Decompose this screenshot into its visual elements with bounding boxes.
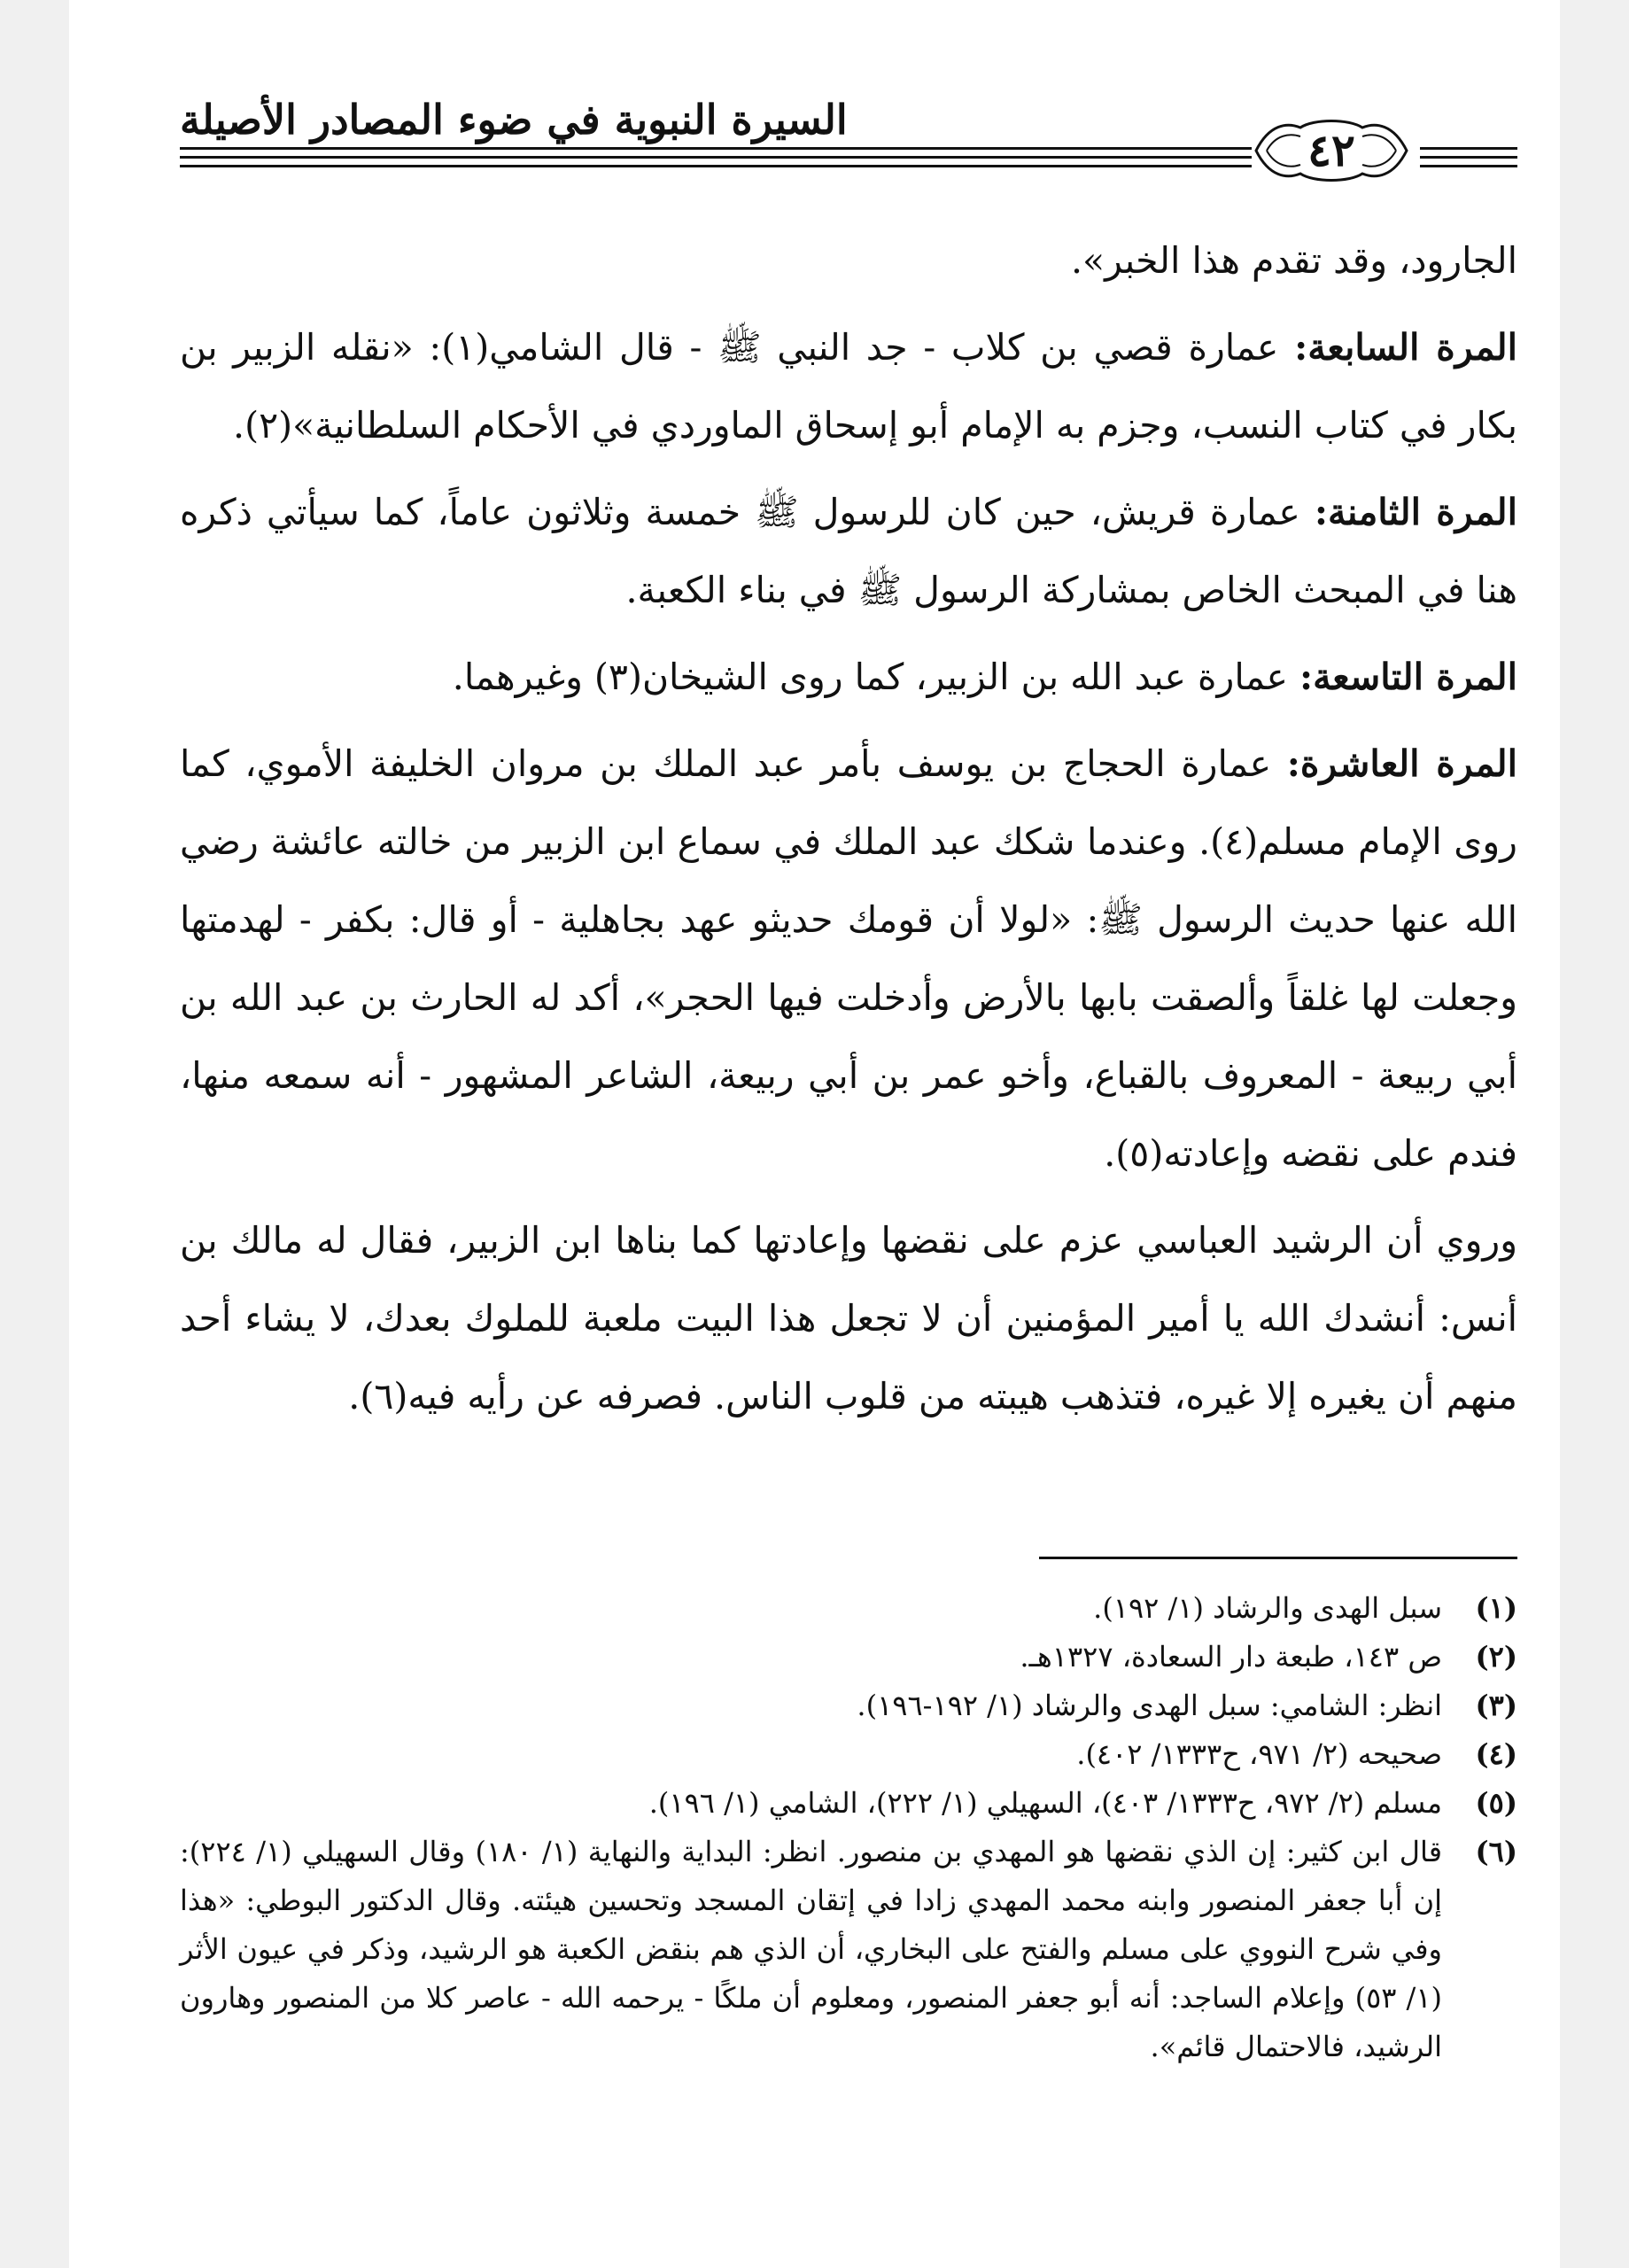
footnote-text: ص ١٤٣، طبعة دار السعادة، ١٣٢٧هـ. xyxy=(1020,1640,1442,1674)
book-page xyxy=(69,0,1560,2268)
paragraph-tenth xyxy=(180,725,1517,1192)
header-rule-right-top xyxy=(1420,147,1517,150)
footnote-text: سبل الهدى والرشاد (١/ ١٩٢). xyxy=(1093,1591,1442,1625)
paragraph-rashid xyxy=(180,1201,1517,1435)
footnote-item xyxy=(180,1779,1517,1828)
footnotes xyxy=(180,1584,1517,2071)
paragraph-text: عمارة الحجاج بن يوسف بأمر عبد الملك بن مروان الخليفة الأموي، كما روى الإمام مسلم(٤). وعندما شكك عبد الملك في سماع ابن الزبير من خالته عائشة رضي الله عنها حديث الرسول ﷺ: «لولا أن قومك حديثو عهد بجاهلية - أو قال: بكفر - لهدمتها وجعلت لها غلقاً وألصقت بابها بالأرض وأدخلت فيها الحجر»، أكد له الحارث بن عبد الله بن أبي ربيعة - المعروف بالقباع، وأخو عمر بن أبي ربيعة، الشاعر المشهور - أنه سمعه منها، فندم على نقضه وإعادته(٥). xyxy=(180,742,1517,1175)
header-rule-bottom xyxy=(180,165,1252,167)
paragraph-label: المرة العاشرة: xyxy=(1286,742,1517,785)
paragraph-label: المرة السابعة: xyxy=(1294,326,1517,369)
header-rule-right-middle xyxy=(1420,156,1517,159)
paragraph-seventh xyxy=(180,308,1517,464)
footnote-text: مسلم (٢/ ٩٧٢، ح١٣٣٣/ ٤٠٣)، السهيلي (١/ ٢٢٢)، الشامي (١/ ١٩٦). xyxy=(648,1786,1442,1820)
footnote-text: انظر: الشامي: سبل الهدى والرشاد (١/ ١٩٢-١٩٦). xyxy=(857,1689,1442,1722)
paragraph-text: الجارود، وقد تقدم هذا الخبر». xyxy=(1070,239,1517,282)
footnote-number: (١) xyxy=(1475,1591,1517,1625)
paragraph-text: عمارة عبد الله بن الزبير، كما روى الشيخان(٣) وغيرهما. xyxy=(452,656,1288,698)
footnote-number: (٤) xyxy=(1475,1737,1517,1771)
header-rule-right-bottom xyxy=(1420,165,1517,167)
footnote-number: (٦) xyxy=(1475,1835,1517,1868)
paragraph-text: وروي أن الرشيد العباسي عزم على نقضها وإعادتها كما بناها ابن الزبير، فقال له مالك بن أنس: أنشدك الله يا أمير المؤمنين أن لا تجعل هذا البيت ملعبة للملوك بعدك، لا يشاء أحد منهم أن يغيره إلا غيره، فتذهب هيبته من قلوب الناس. فصرفه عن رأيه فيه(٦). xyxy=(180,1219,1517,1418)
footnote-item xyxy=(180,1584,1517,1633)
footnote-item xyxy=(180,1828,1517,2071)
footnote-divider xyxy=(1039,1557,1517,1559)
footnote-item xyxy=(180,1730,1517,1779)
paragraph-continuation xyxy=(180,221,1517,299)
header-rule-top xyxy=(180,147,1252,150)
running-header-title: السيرة النبوية في ضوء المصادر الأصيلة xyxy=(180,96,848,144)
footnote-item xyxy=(180,1633,1517,1682)
footnote-text: قال ابن كثير: إن الذي نقضها هو المهدي بن منصور. انظر: البداية والنهاية (١/ ١٨٠) وقال السهيلي (١/ ٢٢٤): إن أبا جعفر المنصور وابنه محمد المهدي زادا في إتقان المسجد وتحسين هيئته. وقال الدكتور البوطي: «هذا وفي شرح النووي على مسلم والفتح على البخاري، أن الذي هم بنقض الكعبة هو الرشيد، وذكر في عيون الأثر (١/ ٥٣) وإعلام الساجد: أنه أبو جعفر المنصور، ومعلوم أن ملكًا - يرحمه الله - عاصر كلا من المنصور وهارون الرشيد، فالاحتمال قائم». xyxy=(180,1835,1443,2063)
paragraph-label: المرة الثامنة: xyxy=(1314,491,1517,533)
footnote-number: (٣) xyxy=(1475,1689,1517,1722)
main-text xyxy=(180,221,1517,1444)
header-rule-middle xyxy=(180,156,1252,159)
page-number-ornament xyxy=(1247,115,1416,186)
footnote-item xyxy=(180,1682,1517,1730)
paragraph-text: عمارة قصي بن كلاب - جد النبي ﷺ - قال الشامي(١): «نقله الزبير بن بكار في كتاب النسب، وجزم به الإمام أبو إسحاق الماوردي في الأحكام السلطانية»(٢). xyxy=(180,326,1517,447)
paragraph-label: المرة التاسعة: xyxy=(1299,656,1517,698)
footnote-number: (٥) xyxy=(1475,1786,1517,1820)
paragraph-ninth xyxy=(180,638,1517,716)
paragraph-text: عمارة قريش، حين كان للرسول ﷺ خمسة وثلاثون عاماً، كما سيأتي ذكره هنا في المبحث الخاص بمشاركة الرسول ﷺ في بناء الكعبة. xyxy=(180,491,1517,611)
footnote-number: (٢) xyxy=(1475,1640,1517,1674)
footnote-text: صحيحه (٢/ ٩٧١، ح١٣٣٣/ ٤٠٢). xyxy=(1076,1737,1442,1771)
paragraph-eighth xyxy=(180,473,1517,629)
page-number: ٤٢ xyxy=(1307,124,1355,176)
